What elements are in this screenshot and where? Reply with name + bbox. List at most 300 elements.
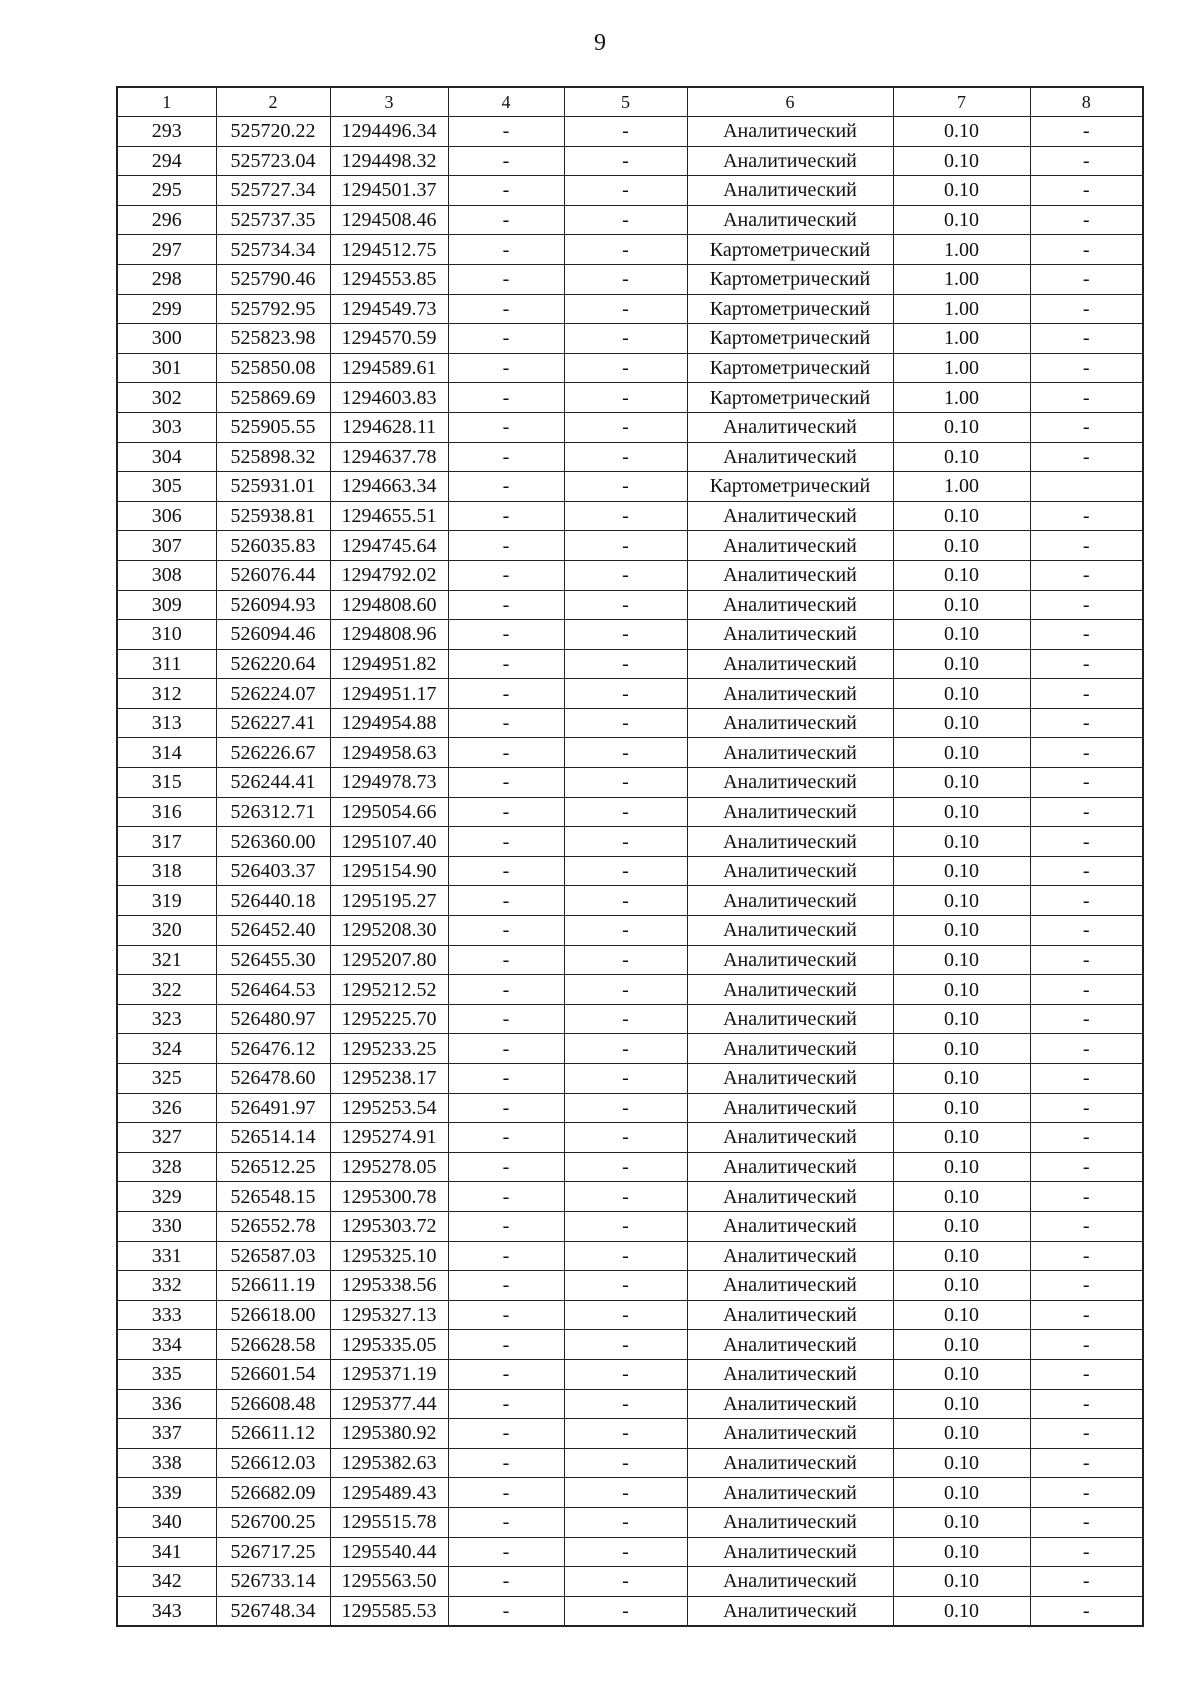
cell-col-5-value: -	[564, 531, 687, 561]
table-row	[117, 294, 1143, 324]
column-header: 5	[564, 87, 687, 117]
cell-col-8-value: -	[1030, 324, 1143, 354]
cell-x-coordinate: 525734.34	[216, 235, 330, 265]
cell-precision: 0.10	[893, 176, 1030, 206]
cell-col-4-value: -	[448, 560, 564, 590]
cell-point-number: 327	[117, 1123, 216, 1153]
cell-point-number: 295	[117, 176, 216, 206]
table-row	[117, 1419, 1143, 1449]
cell-precision: 0.10	[893, 1241, 1030, 1271]
cell-point-number: 293	[117, 117, 216, 147]
table-row	[117, 620, 1143, 650]
cell-col-5-value: -	[564, 146, 687, 176]
cell-x-coordinate: 526552.78	[216, 1211, 330, 1241]
cell-col-4-value: -	[448, 1152, 564, 1182]
cell-point-number: 310	[117, 620, 216, 650]
cell-point-number: 321	[117, 945, 216, 975]
cell-x-coordinate: 525737.35	[216, 205, 330, 235]
table-row	[117, 738, 1143, 768]
cell-col-4-value: -	[448, 768, 564, 798]
cell-col-4-value: -	[448, 531, 564, 561]
table-row	[117, 531, 1143, 561]
cell-x-coordinate: 526512.25	[216, 1152, 330, 1182]
cell-col-4-value: -	[448, 590, 564, 620]
cell-col-8-value: -	[1030, 1478, 1143, 1508]
cell-x-coordinate: 526440.18	[216, 886, 330, 916]
cell-col-4-value: -	[448, 1093, 564, 1123]
cell-col-5-value: -	[564, 1389, 687, 1419]
cell-y-coordinate: 1294792.02	[330, 560, 448, 590]
cell-col-4-value: -	[448, 412, 564, 442]
table-row	[117, 1567, 1143, 1597]
cell-method: Картометрический	[687, 472, 893, 502]
cell-precision: 1.00	[893, 324, 1030, 354]
cell-y-coordinate: 1294496.34	[330, 117, 448, 147]
column-header: 3	[330, 87, 448, 117]
cell-x-coordinate: 526476.12	[216, 1034, 330, 1064]
cell-y-coordinate: 1295371.19	[330, 1359, 448, 1389]
cell-col-8-value: -	[1030, 1596, 1143, 1626]
cell-col-4-value: -	[448, 649, 564, 679]
cell-precision: 0.10	[893, 1034, 1030, 1064]
cell-col-8-value: -	[1030, 1241, 1143, 1271]
cell-col-8-value: -	[1030, 1182, 1143, 1212]
cell-x-coordinate: 526478.60	[216, 1064, 330, 1094]
cell-y-coordinate: 1295253.54	[330, 1093, 448, 1123]
cell-method: Картометрический	[687, 353, 893, 383]
cell-y-coordinate: 1295327.13	[330, 1300, 448, 1330]
cell-col-4-value: -	[448, 117, 564, 147]
cell-col-4-value: -	[448, 886, 564, 916]
cell-y-coordinate: 1295382.63	[330, 1448, 448, 1478]
table-row	[117, 1300, 1143, 1330]
cell-y-coordinate: 1295107.40	[330, 827, 448, 857]
table-header-row	[117, 87, 1143, 117]
cell-col-4-value: -	[448, 383, 564, 413]
cell-col-8-value: -	[1030, 886, 1143, 916]
cell-x-coordinate: 525905.55	[216, 412, 330, 442]
cell-col-4-value: -	[448, 1389, 564, 1419]
cell-point-number: 300	[117, 324, 216, 354]
cell-y-coordinate: 1295207.80	[330, 945, 448, 975]
cell-method: Аналитический	[687, 442, 893, 472]
cell-col-8-value: -	[1030, 1330, 1143, 1360]
cell-col-5-value: -	[564, 649, 687, 679]
cell-col-5-value: -	[564, 383, 687, 413]
cell-col-4-value: -	[448, 856, 564, 886]
cell-x-coordinate: 526628.58	[216, 1330, 330, 1360]
cell-col-5-value: -	[564, 205, 687, 235]
cell-col-5-value: -	[564, 827, 687, 857]
cell-col-8-value: -	[1030, 1211, 1143, 1241]
cell-col-4-value: -	[448, 827, 564, 857]
cell-y-coordinate: 1295054.66	[330, 797, 448, 827]
table-row	[117, 1004, 1143, 1034]
cell-col-5-value: -	[564, 1211, 687, 1241]
cell-precision: 0.10	[893, 1211, 1030, 1241]
table-row	[117, 383, 1143, 413]
cell-precision: 0.10	[893, 412, 1030, 442]
cell-col-5-value: -	[564, 797, 687, 827]
table-row	[117, 1093, 1143, 1123]
table-row	[117, 1330, 1143, 1360]
cell-x-coordinate: 526227.41	[216, 708, 330, 738]
cell-point-number: 325	[117, 1064, 216, 1094]
cell-y-coordinate: 1295585.53	[330, 1596, 448, 1626]
cell-col-4-value: -	[448, 1300, 564, 1330]
cell-y-coordinate: 1295325.10	[330, 1241, 448, 1271]
table-row	[117, 353, 1143, 383]
table-row	[117, 442, 1143, 472]
cell-x-coordinate: 526700.25	[216, 1507, 330, 1537]
cell-y-coordinate: 1294498.32	[330, 146, 448, 176]
cell-y-coordinate: 1294958.63	[330, 738, 448, 768]
cell-col-4-value: -	[448, 1271, 564, 1301]
column-header: 4	[448, 87, 564, 117]
table-row	[117, 1152, 1143, 1182]
cell-method: Аналитический	[687, 1596, 893, 1626]
table-row	[117, 1271, 1143, 1301]
table-body	[117, 87, 1143, 1626]
cell-col-4-value: -	[448, 1359, 564, 1389]
cell-method: Аналитический	[687, 1537, 893, 1567]
cell-col-8-value: -	[1030, 1389, 1143, 1419]
cell-x-coordinate: 526403.37	[216, 856, 330, 886]
cell-col-8-value: -	[1030, 264, 1143, 294]
cell-x-coordinate: 526612.03	[216, 1448, 330, 1478]
cell-col-4-value: -	[448, 1330, 564, 1360]
cell-method: Аналитический	[687, 176, 893, 206]
cell-col-5-value: -	[564, 1182, 687, 1212]
cell-method: Аналитический	[687, 1034, 893, 1064]
cell-col-5-value: -	[564, 1567, 687, 1597]
cell-x-coordinate: 526514.14	[216, 1123, 330, 1153]
cell-col-4-value: -	[448, 738, 564, 768]
table-row	[117, 1182, 1143, 1212]
cell-method: Аналитический	[687, 708, 893, 738]
cell-col-5-value: -	[564, 768, 687, 798]
cell-col-5-value: -	[564, 620, 687, 650]
cell-y-coordinate: 1295515.78	[330, 1507, 448, 1537]
cell-col-5-value: -	[564, 324, 687, 354]
cell-y-coordinate: 1294549.73	[330, 294, 448, 324]
table-row	[117, 1241, 1143, 1271]
cell-col-5-value: -	[564, 294, 687, 324]
cell-point-number: 330	[117, 1211, 216, 1241]
table-row	[117, 324, 1143, 354]
table-row	[117, 975, 1143, 1005]
cell-point-number: 338	[117, 1448, 216, 1478]
cell-x-coordinate: 526455.30	[216, 945, 330, 975]
cell-col-5-value: -	[564, 1271, 687, 1301]
cell-col-5-value: -	[564, 1330, 687, 1360]
cell-y-coordinate: 1294655.51	[330, 501, 448, 531]
cell-method: Аналитический	[687, 856, 893, 886]
cell-col-8-value: -	[1030, 708, 1143, 738]
cell-x-coordinate: 526452.40	[216, 916, 330, 946]
cell-point-number: 302	[117, 383, 216, 413]
cell-col-4-value: -	[448, 353, 564, 383]
cell-col-4-value: -	[448, 235, 564, 265]
cell-y-coordinate: 1295195.27	[330, 886, 448, 916]
cell-y-coordinate: 1295208.30	[330, 916, 448, 946]
table-row	[117, 945, 1143, 975]
cell-point-number: 341	[117, 1537, 216, 1567]
cell-method: Аналитический	[687, 1389, 893, 1419]
cell-point-number: 329	[117, 1182, 216, 1212]
table-row	[117, 768, 1143, 798]
cell-col-5-value: -	[564, 1537, 687, 1567]
cell-x-coordinate: 525931.01	[216, 472, 330, 502]
cell-col-4-value: -	[448, 205, 564, 235]
cell-method: Аналитический	[687, 1064, 893, 1094]
cell-point-number: 305	[117, 472, 216, 502]
cell-precision: 0.10	[893, 560, 1030, 590]
cell-col-8-value: -	[1030, 412, 1143, 442]
cell-method: Аналитический	[687, 1359, 893, 1389]
cell-col-8-value: -	[1030, 768, 1143, 798]
cell-col-8-value	[1030, 472, 1143, 502]
cell-point-number: 323	[117, 1004, 216, 1034]
column-header: 6	[687, 87, 893, 117]
cell-precision: 0.10	[893, 1567, 1030, 1597]
cell-y-coordinate: 1294663.34	[330, 472, 448, 502]
cell-col-5-value: -	[564, 886, 687, 916]
cell-precision: 0.10	[893, 916, 1030, 946]
cell-x-coordinate: 526733.14	[216, 1567, 330, 1597]
cell-precision: 0.10	[893, 1448, 1030, 1478]
cell-point-number: 317	[117, 827, 216, 857]
cell-col-8-value: -	[1030, 383, 1143, 413]
cell-x-coordinate: 525727.34	[216, 176, 330, 206]
cell-x-coordinate: 526076.44	[216, 560, 330, 590]
cell-col-8-value: -	[1030, 1448, 1143, 1478]
cell-precision: 1.00	[893, 353, 1030, 383]
cell-method: Картометрический	[687, 383, 893, 413]
cell-point-number: 324	[117, 1034, 216, 1064]
table-row	[117, 708, 1143, 738]
cell-method: Аналитический	[687, 1448, 893, 1478]
cell-precision: 1.00	[893, 472, 1030, 502]
cell-col-5-value: -	[564, 738, 687, 768]
cell-x-coordinate: 526611.19	[216, 1271, 330, 1301]
cell-x-coordinate: 526601.54	[216, 1359, 330, 1389]
cell-y-coordinate: 1295212.52	[330, 975, 448, 1005]
cell-y-coordinate: 1294637.78	[330, 442, 448, 472]
cell-x-coordinate: 526618.00	[216, 1300, 330, 1330]
cell-col-4-value: -	[448, 1123, 564, 1153]
cell-y-coordinate: 1294589.61	[330, 353, 448, 383]
cell-x-coordinate: 525720.22	[216, 117, 330, 147]
cell-col-8-value: -	[1030, 856, 1143, 886]
cell-point-number: 326	[117, 1093, 216, 1123]
cell-method: Аналитический	[687, 1507, 893, 1537]
cell-col-5-value: -	[564, 1448, 687, 1478]
cell-col-8-value: -	[1030, 205, 1143, 235]
cell-col-4-value: -	[448, 1448, 564, 1478]
cell-point-number: 311	[117, 649, 216, 679]
cell-method: Аналитический	[687, 1567, 893, 1597]
cell-precision: 0.10	[893, 146, 1030, 176]
cell-precision: 0.10	[893, 856, 1030, 886]
cell-col-5-value: -	[564, 176, 687, 206]
cell-col-8-value: -	[1030, 117, 1143, 147]
cell-y-coordinate: 1294951.82	[330, 649, 448, 679]
cell-precision: 0.10	[893, 708, 1030, 738]
cell-col-8-value: -	[1030, 501, 1143, 531]
table-row	[117, 797, 1143, 827]
cell-x-coordinate: 526611.12	[216, 1419, 330, 1449]
cell-x-coordinate: 526717.25	[216, 1537, 330, 1567]
cell-x-coordinate: 525723.04	[216, 146, 330, 176]
cell-method: Картометрический	[687, 294, 893, 324]
cell-y-coordinate: 1295238.17	[330, 1064, 448, 1094]
cell-col-5-value: -	[564, 264, 687, 294]
cell-method: Аналитический	[687, 531, 893, 561]
cell-precision: 0.10	[893, 442, 1030, 472]
cell-precision: 0.10	[893, 827, 1030, 857]
cell-y-coordinate: 1295380.92	[330, 1419, 448, 1449]
cell-col-4-value: -	[448, 472, 564, 502]
table-row	[117, 176, 1143, 206]
cell-point-number: 306	[117, 501, 216, 531]
table-row	[117, 1448, 1143, 1478]
cell-method: Аналитический	[687, 1182, 893, 1212]
cell-col-8-value: -	[1030, 1034, 1143, 1064]
cell-col-8-value: -	[1030, 1359, 1143, 1389]
cell-col-5-value: -	[564, 412, 687, 442]
cell-col-5-value: -	[564, 1478, 687, 1508]
cell-col-4-value: -	[448, 1507, 564, 1537]
cell-precision: 0.10	[893, 1093, 1030, 1123]
cell-y-coordinate: 1294951.17	[330, 679, 448, 709]
cell-x-coordinate: 526226.67	[216, 738, 330, 768]
cell-x-coordinate: 525898.32	[216, 442, 330, 472]
cell-y-coordinate: 1295335.05	[330, 1330, 448, 1360]
cell-precision: 0.10	[893, 531, 1030, 561]
cell-point-number: 301	[117, 353, 216, 383]
cell-precision: 0.10	[893, 1359, 1030, 1389]
cell-precision: 0.10	[893, 1537, 1030, 1567]
column-header: 7	[893, 87, 1030, 117]
cell-method: Аналитический	[687, 412, 893, 442]
cell-col-4-value: -	[448, 1182, 564, 1212]
cell-point-number: 331	[117, 1241, 216, 1271]
cell-x-coordinate: 526587.03	[216, 1241, 330, 1271]
cell-x-coordinate: 525823.98	[216, 324, 330, 354]
cell-precision: 0.10	[893, 945, 1030, 975]
cell-precision: 0.10	[893, 590, 1030, 620]
cell-col-4-value: -	[448, 1241, 564, 1271]
cell-method: Аналитический	[687, 1093, 893, 1123]
cell-col-5-value: -	[564, 1359, 687, 1389]
table-row	[117, 412, 1143, 442]
cell-precision: 0.10	[893, 1152, 1030, 1182]
cell-x-coordinate: 526244.41	[216, 768, 330, 798]
cell-method: Аналитический	[687, 501, 893, 531]
cell-y-coordinate: 1294808.96	[330, 620, 448, 650]
cell-y-coordinate: 1294501.37	[330, 176, 448, 206]
column-header: 2	[216, 87, 330, 117]
cell-col-8-value: -	[1030, 1093, 1143, 1123]
cell-y-coordinate: 1294570.59	[330, 324, 448, 354]
cell-x-coordinate: 526220.64	[216, 649, 330, 679]
cell-col-8-value: -	[1030, 620, 1143, 650]
cell-point-number: 309	[117, 590, 216, 620]
cell-col-5-value: -	[564, 1152, 687, 1182]
cell-y-coordinate: 1294628.11	[330, 412, 448, 442]
cell-x-coordinate: 526094.93	[216, 590, 330, 620]
cell-point-number: 335	[117, 1359, 216, 1389]
cell-y-coordinate: 1294508.46	[330, 205, 448, 235]
cell-method: Аналитический	[687, 146, 893, 176]
cell-col-4-value: -	[448, 146, 564, 176]
cell-point-number: 322	[117, 975, 216, 1005]
cell-point-number: 312	[117, 679, 216, 709]
cell-col-4-value: -	[448, 1211, 564, 1241]
cell-x-coordinate: 525938.81	[216, 501, 330, 531]
cell-precision: 0.10	[893, 738, 1030, 768]
cell-col-8-value: -	[1030, 1152, 1143, 1182]
cell-col-5-value: -	[564, 916, 687, 946]
cell-col-5-value: -	[564, 1123, 687, 1153]
cell-y-coordinate: 1294808.60	[330, 590, 448, 620]
cell-y-coordinate: 1294954.88	[330, 708, 448, 738]
cell-method: Картометрический	[687, 264, 893, 294]
cell-point-number: 340	[117, 1507, 216, 1537]
cell-point-number: 308	[117, 560, 216, 590]
cell-y-coordinate: 1295540.44	[330, 1537, 448, 1567]
cell-method: Аналитический	[687, 797, 893, 827]
cell-col-4-value: -	[448, 1537, 564, 1567]
cell-col-8-value: -	[1030, 1507, 1143, 1537]
cell-col-8-value: -	[1030, 1300, 1143, 1330]
cell-x-coordinate: 526682.09	[216, 1478, 330, 1508]
cell-x-coordinate: 526608.48	[216, 1389, 330, 1419]
table-row	[117, 886, 1143, 916]
cell-y-coordinate: 1295300.78	[330, 1182, 448, 1212]
cell-precision: 0.10	[893, 501, 1030, 531]
cell-col-4-value: -	[448, 264, 564, 294]
cell-point-number: 314	[117, 738, 216, 768]
cell-point-number: 343	[117, 1596, 216, 1626]
cell-x-coordinate: 526491.97	[216, 1093, 330, 1123]
cell-method: Аналитический	[687, 1004, 893, 1034]
cell-y-coordinate: 1294978.73	[330, 768, 448, 798]
cell-precision: 0.10	[893, 679, 1030, 709]
table-row	[117, 590, 1143, 620]
cell-precision: 0.10	[893, 1123, 1030, 1153]
cell-point-number: 304	[117, 442, 216, 472]
cell-col-5-value: -	[564, 1064, 687, 1094]
cell-precision: 1.00	[893, 235, 1030, 265]
cell-col-8-value: -	[1030, 679, 1143, 709]
cell-y-coordinate: 1295489.43	[330, 1478, 448, 1508]
cell-precision: 0.10	[893, 1596, 1030, 1626]
column-header: 1	[117, 87, 216, 117]
cell-precision: 0.10	[893, 1478, 1030, 1508]
cell-col-5-value: -	[564, 235, 687, 265]
cell-method: Аналитический	[687, 1123, 893, 1153]
cell-x-coordinate: 525792.95	[216, 294, 330, 324]
cell-precision: 0.10	[893, 1389, 1030, 1419]
cell-precision: 0.10	[893, 1064, 1030, 1094]
cell-point-number: 337	[117, 1419, 216, 1449]
cell-precision: 0.10	[893, 975, 1030, 1005]
cell-col-5-value: -	[564, 353, 687, 383]
cell-precision: 0.10	[893, 1507, 1030, 1537]
cell-y-coordinate: 1295278.05	[330, 1152, 448, 1182]
